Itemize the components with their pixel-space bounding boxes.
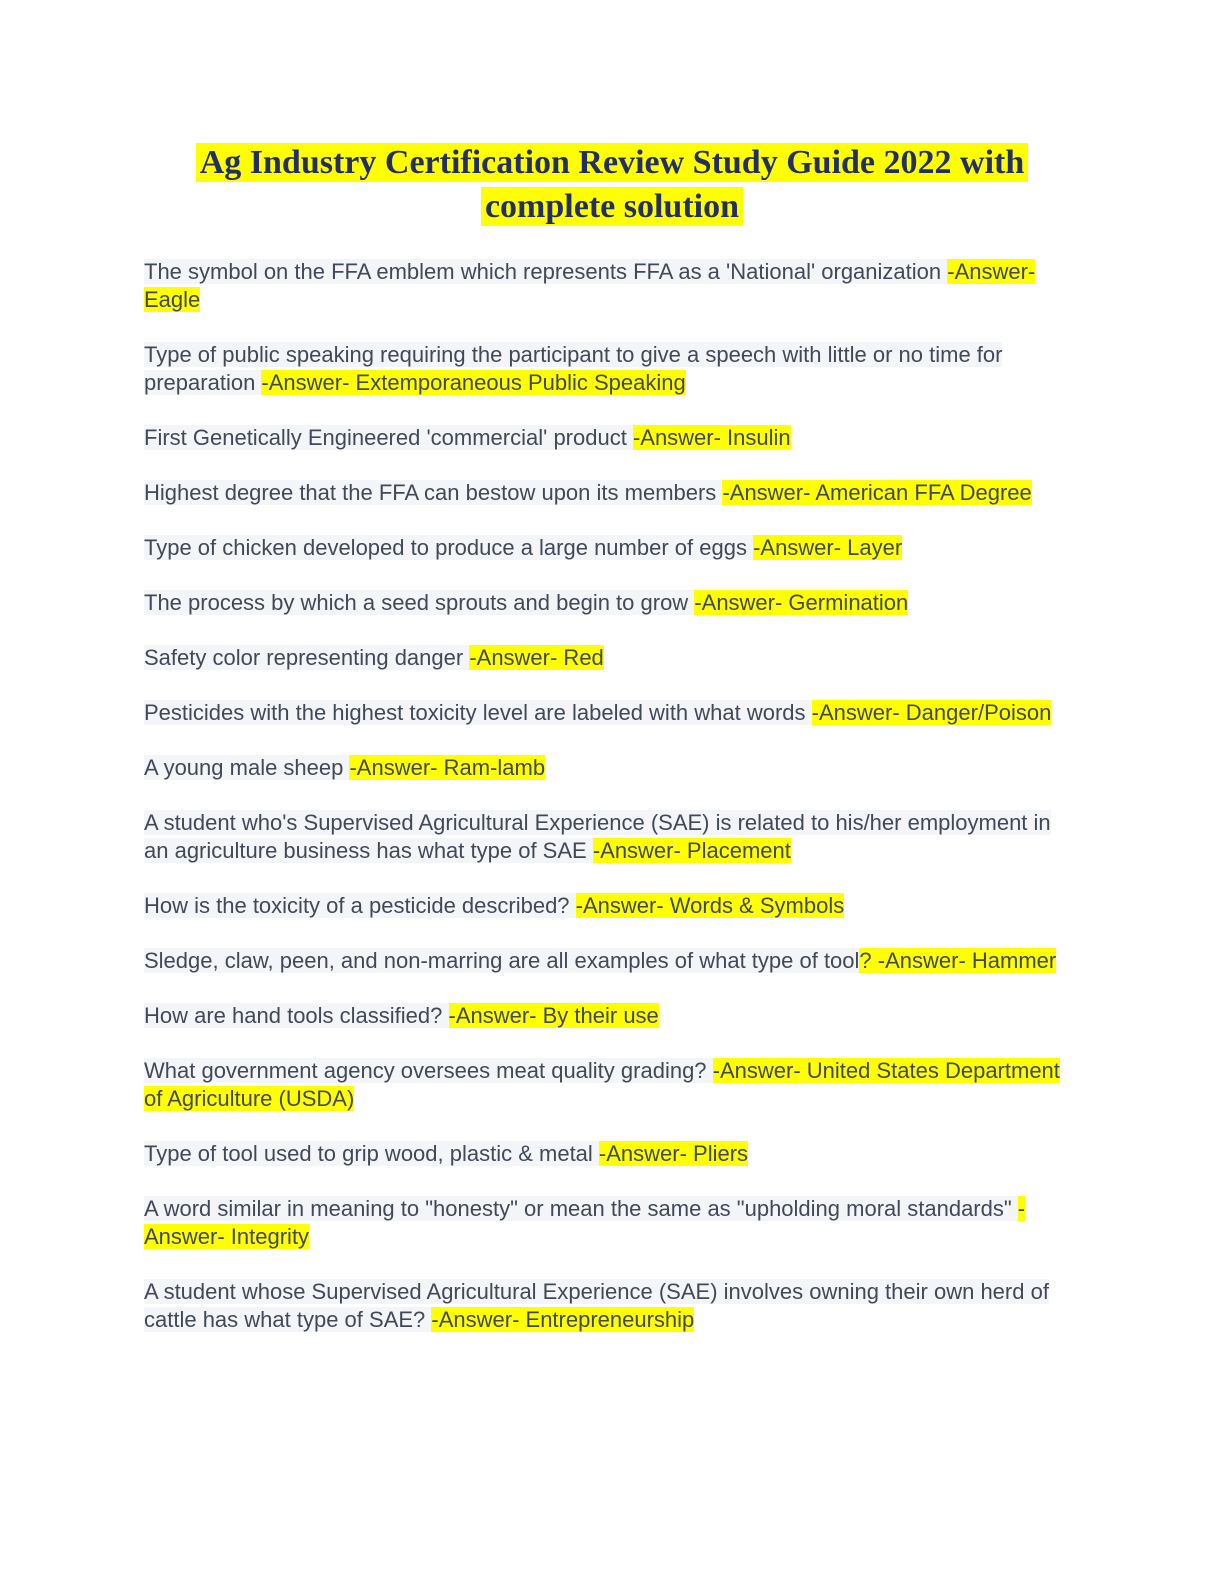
question-text: Type of chicken developed to produce a large number of eggs bbox=[144, 535, 754, 560]
answer-text: -Answer- Danger/Poison bbox=[811, 700, 1052, 725]
page-title bbox=[144, 141, 1080, 229]
qa-item bbox=[144, 1057, 1080, 1113]
question-text: How are hand tools classified? bbox=[144, 1003, 449, 1028]
question-text: Type of tool used to grip wood, plastic & metal bbox=[144, 1141, 599, 1166]
answer-text: -Answer- Entrepreneurship bbox=[431, 1307, 695, 1332]
answer-text: -Answer- Words & Symbols bbox=[575, 893, 845, 918]
question-text: What government agency oversees meat quality grading? bbox=[144, 1058, 713, 1083]
question-text: A student whose Supervised Agricultural Experience (SAE) involves owning their own herd of cattle has what type of SAE? bbox=[144, 1279, 1049, 1332]
question-text: A student who's Supervised Agricultural Experience (SAE) is related to his/her employment in an agriculture business has what type of SAE bbox=[144, 810, 1051, 863]
qa-item bbox=[144, 1278, 1080, 1334]
document-content bbox=[144, 141, 1080, 1334]
answer-text: -Answer- United States Department of Agriculture (USDA) bbox=[144, 1058, 1060, 1111]
qa-item bbox=[144, 479, 1080, 507]
answer-text: -Answer- Extemporaneous Public Speaking bbox=[261, 370, 686, 395]
qa-item bbox=[144, 1002, 1080, 1030]
answer-text: -Answer- Red bbox=[469, 645, 604, 670]
page-title-line-2: complete solution bbox=[481, 187, 743, 226]
question-text: A young male sheep bbox=[144, 755, 350, 780]
answer-text: -Answer- Ram-lamb bbox=[349, 755, 546, 780]
question-text: Pesticides with the highest toxicity level are labeled with what words bbox=[144, 700, 812, 725]
qa-item bbox=[144, 589, 1080, 617]
question-text: How is the toxicity of a pesticide described? bbox=[144, 893, 576, 918]
qa-item bbox=[144, 1195, 1080, 1251]
qa-item bbox=[144, 534, 1080, 562]
question-text: A word similar in meaning to "honesty" or mean the same as "upholding moral standards" bbox=[144, 1196, 1018, 1221]
answer-text: -Answer- Layer bbox=[753, 535, 903, 560]
answer-text: -Answer- Integrity bbox=[144, 1196, 1026, 1249]
qa-item bbox=[144, 892, 1080, 920]
qa-item bbox=[144, 258, 1080, 314]
answer-text: -Answer- Germination bbox=[694, 590, 909, 615]
question-text: First Genetically Engineered 'commercial' product bbox=[144, 425, 633, 450]
qa-item bbox=[144, 699, 1080, 727]
answer-text: -Answer- Pliers bbox=[598, 1141, 749, 1166]
question-text: Safety color representing danger bbox=[144, 645, 470, 670]
qa-item bbox=[144, 644, 1080, 672]
question-text: Sledge, claw, peen, and non-marring are all examples of what type of tool bbox=[144, 948, 860, 973]
answer-text: -Answer- By their use bbox=[448, 1003, 659, 1028]
qa-item bbox=[144, 754, 1080, 782]
qa-item bbox=[144, 1140, 1080, 1168]
qa-item bbox=[144, 424, 1080, 452]
question-text: Highest degree that the FFA can bestow upon its members bbox=[144, 480, 723, 505]
qa-item bbox=[144, 809, 1080, 865]
qa-list bbox=[144, 258, 1080, 1334]
page-title-line-1: Ag Industry Certification Review Study Guide 2022 with bbox=[196, 143, 1029, 182]
question-text: Type of public speaking requiring the participant to give a speech with little or no time for preparation bbox=[144, 342, 1003, 395]
question-text: The symbol on the FFA emblem which represents FFA as a 'National' organization bbox=[144, 259, 948, 284]
answer-text: -Answer- Eagle bbox=[144, 259, 1036, 312]
answer-text: ? -Answer- Hammer bbox=[859, 948, 1057, 973]
answer-text: -Answer- Placement bbox=[592, 838, 791, 863]
answer-text: -Answer- Insulin bbox=[632, 425, 791, 450]
question-text: The process by which a seed sprouts and begin to grow bbox=[144, 590, 695, 615]
qa-item bbox=[144, 341, 1080, 397]
qa-item bbox=[144, 947, 1080, 975]
answer-text: -Answer- American FFA Degree bbox=[722, 480, 1032, 505]
